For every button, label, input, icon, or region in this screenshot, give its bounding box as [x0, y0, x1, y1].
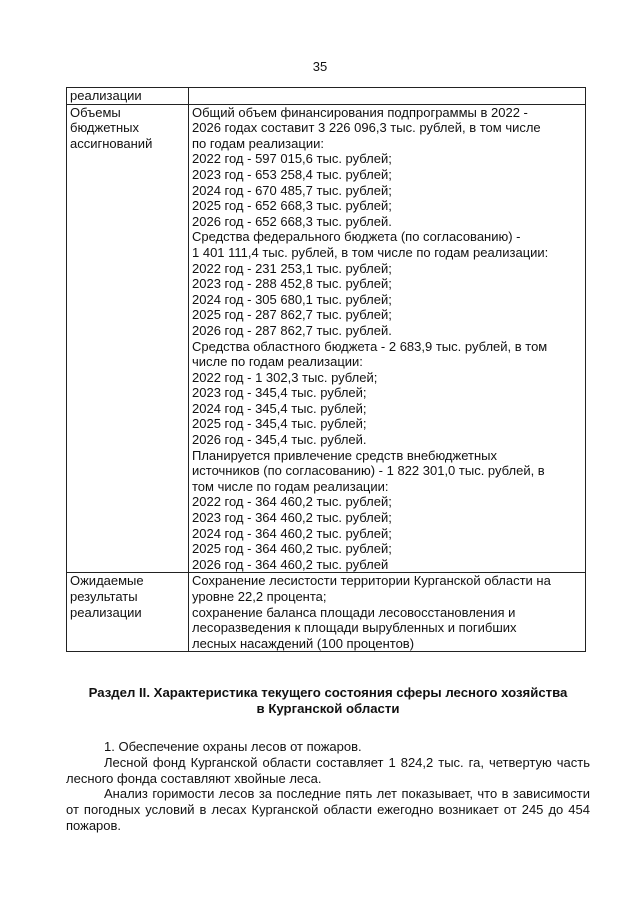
budget-table: [66, 87, 586, 652]
row-content-line: по годам реализации:: [192, 135, 324, 151]
row-content-line: Средства федерального бюджета (по согласованию) -: [192, 229, 521, 245]
row-content-line: Общий объем финансирования подпрограммы в 2022 -: [192, 104, 528, 120]
row-budget-allocations: [67, 104, 586, 573]
page-number: 35: [312, 59, 328, 74]
row-content-line: 2025 год - 364 460,2 тыс. рублей;: [192, 541, 392, 557]
row-content-line: сохранение баланса площади лесовосстановления и: [192, 604, 516, 620]
row-content-line: 2025 год - 287 862,7 тыс. рублей;: [192, 307, 392, 323]
row-content-line: Средства областного бюджета - 2 683,9 тыс. рублей, в том: [192, 338, 548, 354]
paragraph-fire-analysis: Анализ горимости лесов за последние пять лет показывает, что в зависимости от погодных условий в лесах Курганской области ежегодно возникает от 245 до 454 пожаров.: [66, 786, 590, 833]
row-label-line: ассигнований: [70, 135, 153, 151]
row-content-line: 2022 год - 1 302,3 тыс. рублей;: [192, 369, 378, 385]
row-label-line: Ожидаемые: [70, 573, 144, 589]
row-content-line: 2025 год - 345,4 тыс. рублей;: [192, 416, 367, 432]
row-content-line: лесоразведения к площади вырубленных и погибших: [192, 620, 517, 636]
row-content-line: 2023 год - 288 452,8 тыс. рублей;: [192, 276, 392, 292]
section-heading-line: Раздел II. Характеристика текущего состояния сферы лесного хозяйства: [88, 685, 568, 700]
paragraph-fire-protection: 1. Обеспечение охраны лесов от пожаров.: [104, 739, 362, 754]
row-label-line: Объемы: [70, 104, 121, 120]
row-label-line: результаты: [70, 589, 138, 604]
row-label-cell: [67, 573, 189, 652]
row-label-cell: [67, 104, 189, 573]
row-content-line: 2026 год - 652 668,3 тыс. рублей.: [192, 213, 392, 229]
section-heading: [66, 685, 590, 717]
row-content-cell: [189, 104, 586, 573]
row-content-line: том числе по годам реализации:: [192, 478, 389, 494]
row-content-line: 2026 год - 364 460,2 тыс. рублей: [192, 556, 389, 572]
row-content-line: 2022 год - 231 253,1 тыс. рублей;: [192, 260, 392, 276]
row-label-cell: [67, 88, 189, 105]
row-content-line: 2024 год - 305 680,1 тыс. рублей;: [192, 291, 392, 307]
row-content-line: 2025 год - 652 668,3 тыс. рублей;: [192, 198, 392, 214]
row-content-line: 2023 год - 345,4 тыс. рублей;: [192, 385, 367, 401]
row-expected-results: [67, 573, 586, 652]
row-content-line: лесных насаждений (100 процентов): [192, 635, 415, 651]
row-content-line: 2026 годах составит 3 226 096,3 тыс. рублей, в том числе: [192, 120, 541, 136]
row-content-line: 2024 год - 345,4 тыс. рублей;: [192, 400, 367, 416]
row-label-line: бюджетных: [70, 120, 139, 136]
row-content-line: 2024 год - 364 460,2 тыс. рублей;: [192, 525, 392, 541]
paragraph-forest-fund: Лесной фонд Курганской области составляет 1 824,2 тыс. га, четвертую часть лесного фонда составляют хвойные леса.: [66, 754, 590, 786]
section-heading-line: в Курганской области: [256, 701, 400, 716]
row-content-line: числе по годам реализации:: [192, 354, 363, 370]
row-content-line: 2022 год - 597 015,6 тыс. рублей;: [192, 151, 392, 167]
row-content-line: 2023 год - 653 258,4 тыс. рублей;: [192, 166, 392, 182]
row-content-line: 2022 год - 364 460,2 тыс. рублей;: [192, 494, 392, 510]
row-label-line: реализации: [70, 604, 142, 620]
row-content-cell: [189, 88, 586, 105]
row-content-line: Планируется привлечение средств внебюджетных: [192, 447, 497, 463]
row-label-line: реализации: [70, 88, 142, 103]
row-content-line: источников (по согласованию) - 1 822 301,0 тыс. рублей, в: [192, 463, 545, 479]
row-content-line: Сохранение лесистости территории Курганской области на: [192, 573, 551, 589]
row-content-line: 1 401 111,4 тыс. рублей, в том числе по годам реализации:: [192, 244, 549, 260]
row-content-line: [192, 88, 582, 104]
row-content-cell: [189, 573, 586, 652]
row-implementation: [67, 88, 586, 105]
row-content-line: уровне 22,2 процента;: [192, 589, 327, 604]
row-content-line: 2026 год - 345,4 тыс. рублей.: [192, 432, 367, 448]
row-content-line: 2023 год - 364 460,2 тыс. рублей;: [192, 510, 392, 526]
body-text: [66, 739, 590, 834]
row-content-line: 2026 год - 287 862,7 тыс. рублей.: [192, 322, 392, 338]
row-content-line: 2024 год - 670 485,7 тыс. рублей;: [192, 182, 392, 198]
